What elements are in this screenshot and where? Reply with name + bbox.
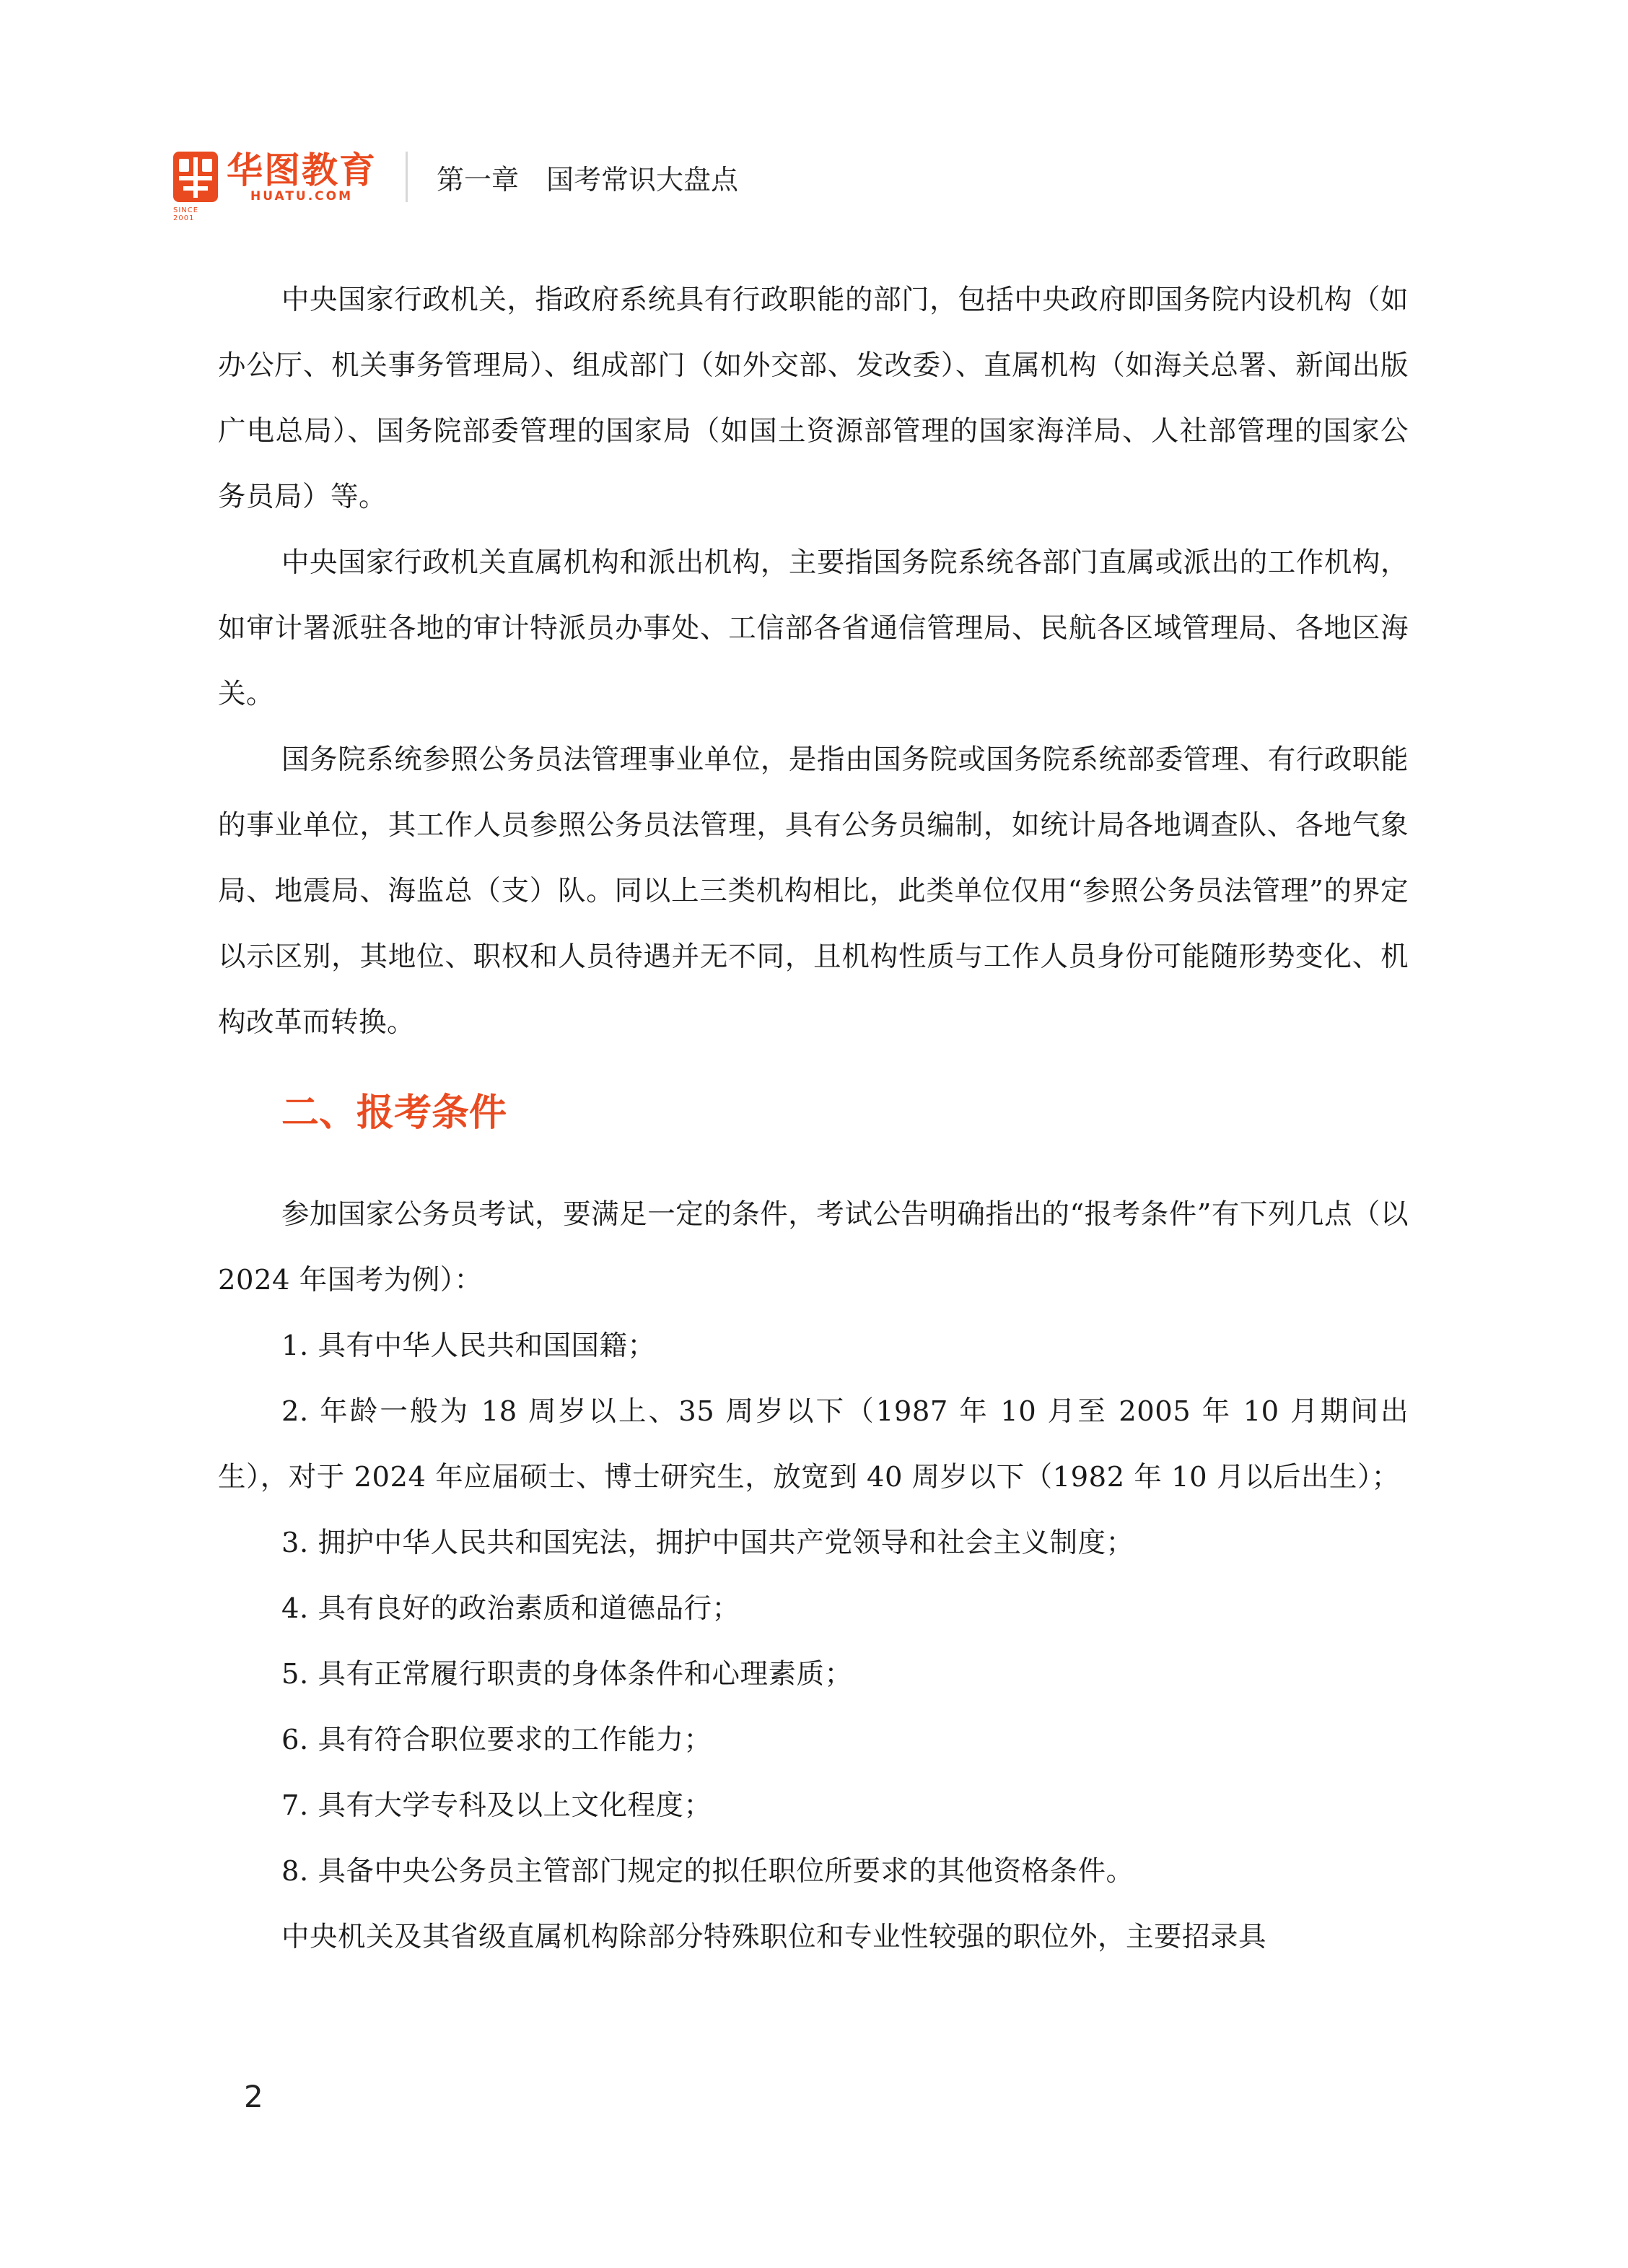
logo-brand-name: 华图教育 xyxy=(227,149,377,191)
list-item: 2. 年龄一般为 18 周岁以上、35 周岁以下（1987 年 10 月至 2005 年 10 月期间出生），对于 2024 年应届硕士、博士研究生，放宽到 40 周岁以下（1982 年 10 月以后出生）； xyxy=(218,1395,1409,1493)
logo-since-text: SINCE 2001 xyxy=(173,206,199,222)
list-item: 3. 拥护中华人民共和国宪法，拥护中国共产党领导和社会主义制度； xyxy=(281,1527,1134,1559)
list-item: 4. 具有良好的政治素质和道德品行； xyxy=(281,1592,740,1625)
paragraph: 中央国家行政机关，指政府系统具有行政职能的部门，包括中央政府即国务院内设机构（如办公厅、机关事务管理局）、组成部门（如外交部、发改委）、直属机构（如海关总署、新闻出版广电总局）、国务院部委管理的国家局（如国土资源部管理的国家海洋局、人社部管理的国家公务员局）等。 xyxy=(218,284,1409,513)
list-item: 7. 具有大学专科及以上文化程度； xyxy=(281,1789,712,1822)
page-header xyxy=(173,148,739,222)
section-heading: 二、报考条件 xyxy=(281,1091,507,1135)
header-divider xyxy=(406,152,408,202)
huatu-logo xyxy=(173,149,377,222)
paragraph: 参加国家公务员考试，要满足一定的条件，考试公告明确指出的“报考条件”有下列几点（以 2024 年国考为例）： xyxy=(218,1198,1409,1296)
paragraph: 中央机关及其省级直属机构除部分特殊职位和专业性较强的职位外，主要招录具 xyxy=(281,1921,1267,1953)
paragraph: 国务院系统参照公务员法管理事业单位，是指由国务院或国务院系统部委管理、有行政职能的事业单位，其工作人员参照公务员法管理，具有公务员编制，如统计局各地调查队、各地气象局、地震局、海监总（支）队。同以上三类机构相比，此类单位仅用“参照公务员法管理”的界定以示区别，其地位、职权和人员待遇并无不同，且机构性质与工作人员身份可能随形势变化、机构改革而转换。 xyxy=(218,743,1409,1039)
paragraph: 中央国家行政机关直属机构和派出机构，主要指国务院系统各部门直属或派出的工作机构，如审计署派驻各地的审计特派员办事处、工信部各省通信管理局、民航各区域管理局、各地区海关。 xyxy=(218,546,1409,710)
logo-text xyxy=(227,151,377,203)
list-item: 8. 具备中央公务员主管部门规定的拟任职位所要求的其他资格条件。 xyxy=(281,1855,1134,1888)
huatu-logo-icon xyxy=(173,152,218,222)
list-item: 6. 具有符合职位要求的工作能力； xyxy=(281,1724,712,1756)
list-item: 5. 具有正常履行职责的身体条件和心理素质； xyxy=(281,1658,853,1691)
page-number: 2 xyxy=(244,2079,263,2114)
logo-domain: HUATU.COM xyxy=(250,189,354,204)
page-body xyxy=(218,267,1409,1970)
chapter-title: 第一章 国考常识大盘点 xyxy=(437,163,739,196)
list-item: 1. 具有中华人民共和国国籍； xyxy=(281,1330,656,1362)
